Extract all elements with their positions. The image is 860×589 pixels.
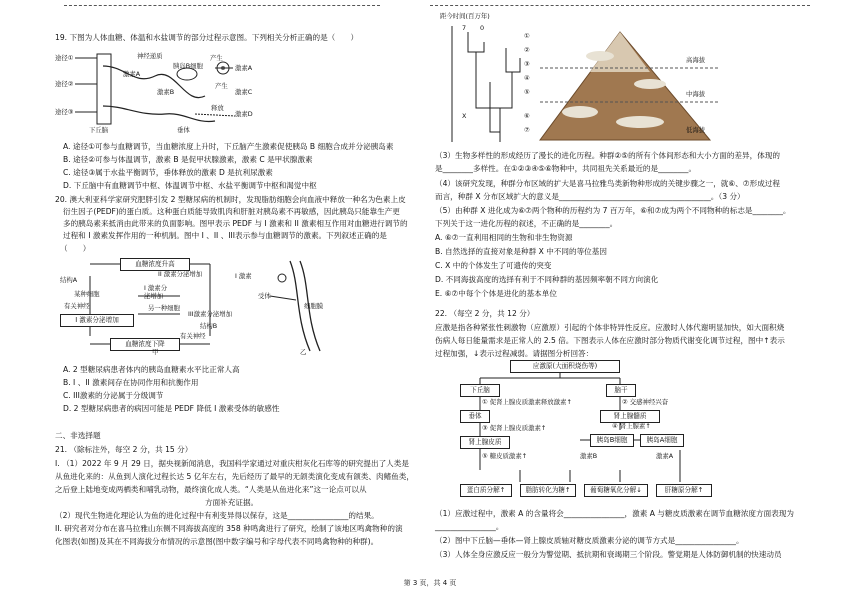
flow2-label: 泌增加 <box>144 292 164 300</box>
membrane-label: 细胞膜 <box>304 302 324 310</box>
neurotransmitter-label: 神经递质 <box>137 52 163 60</box>
h2-inc-label: II 激素分泌增加 <box>158 270 203 278</box>
q21-line3: 之后登上陆地变成两栖类和哺乳动物，最终演化成人类。“人类是从鱼进化来”这一论点可以从 <box>55 485 367 494</box>
q21-r-option-a: A. ⑥⑦一直利用相同的生物和非生物资源 <box>435 233 573 242</box>
q21-line4: 方面补充证据。 <box>205 498 259 507</box>
h1-inc-box: I 激素分泌增加 <box>60 314 134 327</box>
species-7: ⑦ <box>524 126 530 134</box>
q21-r-line4: 而言，种群 X 分布区域扩大的意义是________________________________________。（3 分） <box>435 192 745 201</box>
q20-diagram <box>60 256 360 356</box>
q22-question3: （3）人体全身应激反应一般分为警觉期、抵抗期和衰竭期三个阶段。警觉期是人体防御机制的快速动员 <box>435 550 782 559</box>
fig-a-label: 甲 <box>152 348 159 356</box>
h3-inc-label: III激素分泌增加 <box>188 310 232 318</box>
flow1-label: I 激素分 <box>144 284 168 292</box>
section-heading: 二、非选择题 <box>55 431 101 440</box>
sympathetic-label: ② 交感神经兴奋 <box>622 398 669 406</box>
hormone-a2-label: 激素A <box>235 64 253 72</box>
rise-box: 血糖浓度升高 <box>120 258 190 271</box>
q20-option-c: C. III激素的分泌属于分级调节 <box>63 391 164 400</box>
hormone-d-label: 激素D <box>235 110 253 118</box>
q21-r-line6: 下列关于这一进化历程的叙述，不正确的是________。 <box>435 219 618 228</box>
produce1-label: 产生 <box>210 54 223 62</box>
produce2-label: 产生 <box>215 82 228 90</box>
islet-a-box: 胰岛A细胞 <box>640 434 684 447</box>
nerve2-label: 有关神经 <box>180 332 206 340</box>
q20-option-a: A. 2 型糖尿病患者体内的胰岛血糖素水平比正常人高 <box>63 365 240 374</box>
fat-box: 脂肪转化为糖↑ <box>520 484 576 497</box>
glucocorticoid-label: ⑤ 糖皮质激素↑ <box>482 452 528 460</box>
protein-box: 蛋白质分解↑ <box>460 484 512 497</box>
adrenal-medulla-box: 肾上腺髓质 <box>600 410 660 423</box>
path3-label: 途径③ <box>55 108 74 116</box>
q21-line1: I. （1）2022 年 9 月 29 日，据央视新闻消息，我国科学家通过对重庆柑灰化石库等的研究提出了人类是 <box>55 459 409 468</box>
low-alt-label: 低海拔 <box>686 126 706 134</box>
q19-option-a: A. 途径①可参与血糖调节，当血糖浓度上升时，下丘脑产生激素促使胰岛 B 细胞合成并分泌胰岛素 <box>63 142 394 151</box>
q21-r-option-d: D. 不同海拔高度的选择有利于不同种群的基因频率朝不同方向演化 <box>435 275 659 284</box>
cell-label: 某种细胞 <box>74 290 100 298</box>
q21-evolution-figure <box>440 12 720 144</box>
q19-option-c: C. 途径③属于水盐平衡调节，垂体释放的激素 D 是抗利尿激素 <box>63 168 273 177</box>
q22-line2: 伤病人每日能量需求是正常人的 2.5 倍。下图表示人体在应激时部分物质代谢变化调节过程，图中↑表示 <box>435 336 785 345</box>
hormone-b-flow-label: 激素B <box>580 452 598 460</box>
q21-line7: 化图表(如图)及其在不同海拔分布情况的示意图(图中数字编号和字母代表不同鸣禽物种的种群)。 <box>55 537 379 546</box>
q20-option-b: B. I 、II 激素间存在协同作用和抗衡作用 <box>63 378 199 387</box>
q21-head: 21. （除标注外，每空 2 分，共 15 分） <box>55 445 193 454</box>
q21-r-line1: （3）生物多样性的形成经历了漫长的进化历程。种群②⑤的所有个体间形态和大小方面的差异，体现的 <box>435 151 780 160</box>
q21-line2: 从鱼进化来的：从鱼到人演化过程长达 5 亿年左右，先后经历了最早的无颌类演化变成有颌类、肉鳍鱼类， <box>55 472 414 481</box>
species-4: ④ <box>524 74 530 82</box>
path2-label: 途径② <box>55 80 74 88</box>
page-footer: 第 3 页，共 4 页 <box>403 579 457 587</box>
q19-option-d: D. 下丘脑中有血糖调节中枢、体温调节中枢、水盐平衡调节中枢和渴觉中枢 <box>63 181 317 190</box>
q20-stem-line5: （ ） <box>60 244 91 253</box>
species-1: ① <box>524 32 530 40</box>
another-cell-label: 另一种细胞 <box>148 304 180 312</box>
drop-box: 血糖浓度下降 <box>110 338 180 351</box>
path1-label: 途径① <box>55 54 74 62</box>
q19-option-b: B. 途径②可参与体温调节，激素 B 是促甲状腺激素，激素 C 是甲状腺激素 <box>63 155 313 164</box>
tree-t1: 7 <box>462 24 467 32</box>
q22-question1b: ________________。 <box>435 522 504 531</box>
species-2: ② <box>524 46 530 54</box>
q19-stem: 19. 下图为人体血糖、体温和水盐调节的部分过程示意图。下列相关分析正确的是（ ） <box>55 33 359 42</box>
pituitary-label: 垂体 <box>177 126 190 134</box>
q20-option-d: D. 2 型糖尿病患者的病因可能是 PEDF 降低 I 激素受体的敏感性 <box>63 404 280 413</box>
species-6: ⑥ <box>524 112 530 120</box>
q20-stem-line4: 过程和 I 激素发挥作用的一种机制。图中 I 、II 、III表示参与血糖调节的激素。下列叙述正确的是 <box>63 231 387 240</box>
tree-ylabel: 距今时间(百万年) <box>440 12 490 20</box>
q22-line1: 应激是指各种紧张性刺激物（应激原）引起的个体非特异性反应。应激时人体代谢明显加快，如大面积烧 <box>435 323 785 332</box>
q20-stem-line2: 衍生因子(PEDF)的蛋白质。这种蛋白质能导致肌肉和肝脏对胰岛素不再敏感，因此胰岛只能靠生产更 <box>63 207 400 216</box>
pituitary-box: 垂体 <box>460 410 490 423</box>
brainstem-box: 脑干 <box>606 384 636 397</box>
islet-b-box: 胰岛B细胞 <box>590 434 634 447</box>
mid-alt-label: 中海拔 <box>686 90 706 98</box>
species-5: ⑤ <box>524 88 530 96</box>
q21-r-option-c: C. X 中的个体发生了可遗传的突变 <box>435 261 552 270</box>
receptor-label: 受体 <box>258 292 271 300</box>
top-dashed-rule <box>64 5 380 6</box>
q21-line5: （2）现代生物进化理论认为鱼的进化过程中有利变异得以保存，这是________________的结果。 <box>55 511 379 520</box>
q22-line3: 过程加强，↓表示过程减弱。请据图分析回答： <box>435 349 594 358</box>
top-dashed-rule-right <box>430 5 810 6</box>
islet-b-label: 胰岛B细胞 <box>173 62 203 70</box>
struct-a-label: 结构A <box>60 276 78 284</box>
glucose-box: 葡萄糖氧化分解↓ <box>584 484 648 497</box>
q22-head: 22. （每空 2 分，共 12 分） <box>435 309 535 318</box>
glycogen-box: 肝糖原分解↑ <box>656 484 712 497</box>
q21-r-line2: 是________多样性。在①②③④⑤⑥物种中，共同祖先关系最近的是________。 <box>435 164 697 173</box>
epinephrine-label: ④ 肾上腺素↑ <box>612 422 651 430</box>
q20-stem-line1: 20. 澳大利亚科学家研究肥胖引发 2 型糖尿病的机制时，发现脂肪细胞会向血液中释放一种名为色素上皮 <box>55 195 406 204</box>
hormone-a-flow-label: 激素A <box>656 452 674 460</box>
tree-t2: 0 <box>480 24 485 32</box>
high-alt-label: 高海拔 <box>686 56 706 64</box>
species-3: ③ <box>524 60 530 68</box>
h1-label: I 激素 <box>235 272 252 280</box>
q21-r-option-b: B. 自然选择的直接对象是种群 X 中不同的等位基因 <box>435 247 607 256</box>
q21-r-option-e: E. ⑥⑦中每个个体是进化的基本单位 <box>435 289 557 298</box>
hormone-c-label: 激素C <box>235 88 253 96</box>
crh-label: ① 促肾上腺皮质激素释放激素↑ <box>482 398 572 406</box>
q19-diagram <box>55 46 265 138</box>
q21-r-line5: （5）由种群 X 进化成为⑥⑦两个物种的历程约为 7 百万年，⑥和⑦成为两个不同物种的标志是________。 <box>435 206 791 215</box>
hypothalamus-label: 下丘脑 <box>89 126 109 134</box>
struct-b-label: 结构B <box>200 322 218 330</box>
fig-b-label: 乙 <box>300 348 307 356</box>
nerve1-label: 有关神经 <box>64 302 90 310</box>
right-column <box>430 0 860 589</box>
stressor-box: 应激原(大面积烧伤等) <box>510 360 620 373</box>
acth-label: ③ 促肾上腺皮质激素↑ <box>482 424 547 432</box>
q22-question2: （2）图中下丘脑—垂体—肾上腺皮质轴对糖皮质激素分泌的调节方式是________________。 <box>435 536 744 545</box>
q22-question1: （1）应激过程中，激素 A 的含量将会________________，激素 A 与糖皮质激素在调节血糖浓度方面表现为 <box>435 509 794 518</box>
q21-line6: II. 研究者对分布在喜马拉雅山东侧不同海拔高度的 358 种鸣禽进行了研究，绘制了该地区鸣禽物种的演 <box>55 524 403 533</box>
q21-r-line3: （4）该研究发现，种群分布区域的扩大是喜马拉雅鸟类新物种形成的关键步骤之一，就⑥、⑦形成过程 <box>435 179 780 188</box>
release-label: 释放 <box>211 104 224 112</box>
species-x: X <box>462 112 467 120</box>
hormone-b-label: 激素B <box>157 88 175 96</box>
hypothalamus-box: 下丘脑 <box>460 384 500 397</box>
adrenal-cortex-box: 肾上腺皮质 <box>460 436 510 449</box>
q20-stem-line3: 多的胰岛素来抵消由此带来的负面影响。图甲表示 PEDF 与 I 激素和 II 激素相互作用对血糖进行调节的 <box>63 219 408 228</box>
hormone-a-label: 激素A <box>123 70 141 78</box>
q22-flowchart <box>460 360 720 502</box>
